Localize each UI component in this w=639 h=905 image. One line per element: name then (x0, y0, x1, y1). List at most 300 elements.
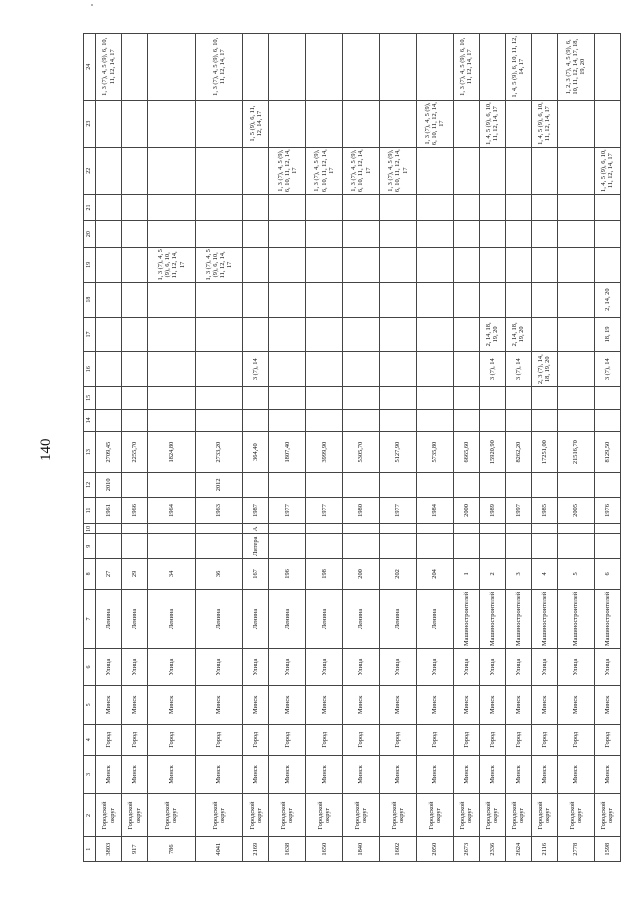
table-cell-col-11: 1976 (594, 497, 620, 524)
table-cell-col-8: 1 (453, 559, 479, 590)
table-cell-col-21 (269, 194, 306, 221)
table-cell-col-2: Городской округ (243, 794, 269, 837)
table-cell-col-21 (416, 194, 453, 221)
table-cell-col-12: 2010 (96, 473, 122, 498)
table-cell-col-19 (96, 247, 122, 282)
table-cell-col-1: 1598 (594, 837, 620, 862)
table-cell-col-13: 2255,70 (122, 432, 148, 473)
table-cell-col-21 (453, 194, 479, 221)
column-number-header: 14 (84, 409, 96, 432)
table-cell-col-8: 200 (343, 559, 380, 590)
table-cell-col-6: Улица (453, 649, 479, 686)
table-cell-col-2: Городской округ (195, 794, 243, 837)
table-cell-col-18 (453, 282, 479, 317)
table-cell-col-9 (306, 534, 343, 559)
table-cell-col-13: 15920,90 (479, 432, 505, 473)
table-cell-col-17 (243, 317, 269, 352)
column-number-header: 19 (84, 247, 96, 282)
table-cell-col-5: Минск (416, 685, 453, 724)
table-cell-col-14 (416, 409, 453, 432)
registry-table (83, 33, 621, 862)
table-cell-col-7: Ленина (343, 589, 380, 648)
table-cell-col-14 (269, 409, 306, 432)
table-cell-col-2: Городской округ (594, 794, 620, 837)
table-cell-col-13: 5127,90 (380, 432, 417, 473)
table-cell-col-19 (531, 247, 557, 282)
table-cell-col-18 (380, 282, 417, 317)
table-cell-col-5: Минск (531, 685, 557, 724)
table-cell-col-20 (96, 221, 122, 248)
table-cell-col-7: Ленина (269, 589, 306, 648)
table-cell-col-18 (243, 282, 269, 317)
table-cell-col-1: 2778 (557, 837, 594, 862)
table-cell-col-18 (343, 282, 380, 317)
column-number-header: 4 (84, 724, 96, 755)
table-cell-col-20 (416, 221, 453, 248)
table-cell-col-14 (195, 409, 243, 432)
table-cell-col-10 (96, 524, 122, 534)
table-cell-col-1: 2116 (531, 837, 557, 862)
table-cell-col-23 (343, 100, 380, 147)
table-cell-col-4: Город (195, 724, 243, 755)
table-cell-col-19 (594, 247, 620, 282)
table-cell-col-18 (416, 282, 453, 317)
table-cell-col-14 (557, 409, 594, 432)
table-cell-col-2: Городской округ (453, 794, 479, 837)
table-cell-col-22: 1, 3 (7), 4, 5 (9), 6, 10, 11, 12, 14, 17 (343, 147, 380, 194)
table-cell-col-9 (96, 534, 122, 559)
table-cell-col-10 (148, 524, 196, 534)
table-cell-col-22: 1, 3 (7), 4, 5 (9), 6, 10, 11, 12, 14, 17 (380, 147, 417, 194)
table-row (594, 34, 620, 862)
table-cell-col-9 (269, 534, 306, 559)
table-cell-col-8: 29 (122, 559, 148, 590)
table-cell-col-18 (557, 282, 594, 317)
table-cell-col-4: Город (505, 724, 531, 755)
table-cell-col-17 (557, 317, 594, 352)
table-cell-col-15 (343, 387, 380, 410)
table-cell-col-6: Улица (505, 649, 531, 686)
table-cell-col-2: Городской округ (479, 794, 505, 837)
ink-speck (91, 4, 93, 6)
table-cell-col-3: Минск (148, 755, 196, 794)
table-cell-col-21 (531, 194, 557, 221)
table-cell-col-16 (557, 352, 594, 387)
table-cell-col-4: Город (122, 724, 148, 755)
table-cell-col-2: Городской округ (416, 794, 453, 837)
table-cell-col-19 (122, 247, 148, 282)
table-cell-col-16 (343, 352, 380, 387)
table-cell-col-16 (306, 352, 343, 387)
table-cell-col-22 (122, 147, 148, 194)
table-cell-col-6: Улица (243, 649, 269, 686)
table-cell-col-5: Минск (453, 685, 479, 724)
table-cell-col-9 (380, 534, 417, 559)
table-cell-col-15 (453, 387, 479, 410)
column-number-header: 12 (84, 473, 96, 498)
column-number-header: 16 (84, 352, 96, 387)
column-number-header: 21 (84, 194, 96, 221)
table-cell-col-8: 34 (148, 559, 196, 590)
table-cell-col-10 (594, 524, 620, 534)
table-cell-col-18: 2, 14, 20 (594, 282, 620, 317)
table-cell-col-15 (269, 387, 306, 410)
table-cell-col-7: Ленина (380, 589, 417, 648)
table-cell-col-20 (243, 221, 269, 248)
table-cell-col-17 (343, 317, 380, 352)
table-cell-col-4: Город (243, 724, 269, 755)
column-number-header: 22 (84, 147, 96, 194)
table-cell-col-23 (148, 100, 196, 147)
table-cell-col-1: 1840 (343, 837, 380, 862)
table-cell-col-9 (416, 534, 453, 559)
table-cell-col-9 (453, 534, 479, 559)
table-cell-col-15 (505, 387, 531, 410)
table-cell-col-21 (505, 194, 531, 221)
column-number-header: 17 (84, 317, 96, 352)
table-cell-col-7: Машиностроителей (594, 589, 620, 648)
table-cell-col-23 (557, 100, 594, 147)
table-cell-col-23 (122, 100, 148, 147)
table-cell-col-4: Город (416, 724, 453, 755)
table-cell-col-16: 3 (7), 14 (594, 352, 620, 387)
table-cell-col-2: Городской округ (380, 794, 417, 837)
table-cell-col-9 (594, 534, 620, 559)
table-cell-col-18 (122, 282, 148, 317)
table-cell-col-24 (594, 34, 620, 101)
table-cell-col-23: 1, 5 (9), 6, 11, 12, 14, 17 (243, 100, 269, 147)
table-cell-col-19 (269, 247, 306, 282)
table-cell-col-9 (505, 534, 531, 559)
table-cell-col-9 (557, 534, 594, 559)
table-cell-col-7: Ленина (148, 589, 196, 648)
table-cell-col-18 (531, 282, 557, 317)
table-cell-col-20 (505, 221, 531, 248)
table-cell-col-15 (96, 387, 122, 410)
table-cell-col-6: Улица (416, 649, 453, 686)
table-cell-col-19: 1, 3 (7), 4, 5 (9), 6, 10, 11, 12, 14, 17 (148, 247, 196, 282)
table-cell-col-8: 3 (505, 559, 531, 590)
table-cell-col-20 (453, 221, 479, 248)
table-cell-col-14 (306, 409, 343, 432)
table-cell-col-16 (148, 352, 196, 387)
table-cell-col-22 (505, 147, 531, 194)
table-row (306, 34, 343, 862)
table-cell-col-17 (122, 317, 148, 352)
table-cell-col-9 (343, 534, 380, 559)
table-cell-col-4: Город (594, 724, 620, 755)
table-cell-col-5: Минск (243, 685, 269, 724)
table-cell-col-21 (195, 194, 243, 221)
table-cell-col-6: Улица (380, 649, 417, 686)
table-cell-col-23: 1, 4, 5 (9), 6, 10, 11, 12, 14, 17 (531, 100, 557, 147)
table-cell-col-23 (380, 100, 417, 147)
table-cell-col-22 (531, 147, 557, 194)
table-cell-col-22 (557, 147, 594, 194)
table-cell-col-14 (531, 409, 557, 432)
table-row (416, 34, 453, 862)
table-cell-col-2: Городской округ (531, 794, 557, 837)
table-cell-col-5: Минск (269, 685, 306, 724)
table-row (479, 34, 505, 862)
table-cell-col-23: 1, 3 (7), 4, 5 (9), 6, 10, 11, 12, 14, 17 (416, 100, 453, 147)
table-cell-col-2: Городской округ (148, 794, 196, 837)
page-number: 140 (38, 438, 54, 461)
table-cell-col-10 (195, 524, 243, 534)
table-cell-col-14 (380, 409, 417, 432)
table-cell-col-1: 2673 (453, 837, 479, 862)
table-cell-col-12: 2012 (195, 473, 243, 498)
table-cell-col-11: 1984 (416, 497, 453, 524)
table-cell-col-3: Минск (243, 755, 269, 794)
table-cell-col-4: Город (269, 724, 306, 755)
table-cell-col-7: Машиностроителей (479, 589, 505, 648)
table-cell-col-24: 1, 4, 5 (9), 6, 10, 11, 12, 14, 17 (505, 34, 531, 101)
table-cell-col-12 (343, 473, 380, 498)
table-cell-col-4: Город (453, 724, 479, 755)
table-cell-col-21 (306, 194, 343, 221)
table-cell-col-6: Улица (343, 649, 380, 686)
table-cell-col-12 (453, 473, 479, 498)
column-number-header: 1 (84, 837, 96, 862)
table-cell-col-9 (122, 534, 148, 559)
table-cell-col-1: 2169 (243, 837, 269, 862)
column-number-header: 15 (84, 387, 96, 410)
table-cell-col-5: Минск (306, 685, 343, 724)
table-cell-col-19 (505, 247, 531, 282)
table-cell-col-16: 3 (7), 14 (243, 352, 269, 387)
table-cell-col-18 (148, 282, 196, 317)
table-cell-col-3: Минск (453, 755, 479, 794)
table-cell-col-3: Минск (531, 755, 557, 794)
table-cell-col-22 (195, 147, 243, 194)
table-cell-col-3: Минск (479, 755, 505, 794)
table-cell-col-24: 1, 3 (7), 4, 5 (9), 6, 10, 11, 12, 14, 17 (96, 34, 122, 101)
table-cell-col-24: 1, 3 (7), 4, 5 (9), 6, 10, 11, 12, 14, 17 (453, 34, 479, 101)
table-cell-col-13: 5305,70 (343, 432, 380, 473)
table-cell-col-4: Город (148, 724, 196, 755)
table-row (122, 34, 148, 862)
table-cell-col-19 (453, 247, 479, 282)
table-cell-col-23 (505, 100, 531, 147)
table-cell-col-6: Улица (122, 649, 148, 686)
column-number-header: 9 (84, 534, 96, 559)
table-cell-col-17: 2, 14, 18, 19, 20 (505, 317, 531, 352)
table-cell-col-17 (380, 317, 417, 352)
table-cell-col-20 (306, 221, 343, 248)
table-cell-col-16 (122, 352, 148, 387)
column-number-header: 2 (84, 794, 96, 837)
table-cell-col-13: 6665,60 (453, 432, 479, 473)
table-cell-col-7: Ленина (195, 589, 243, 648)
table-cell-col-2: Городской округ (96, 794, 122, 837)
table-cell-col-7: Машиностроителей (505, 589, 531, 648)
table-cell-col-19 (416, 247, 453, 282)
table-cell-col-17 (531, 317, 557, 352)
table-cell-col-15 (594, 387, 620, 410)
table-cell-col-15 (122, 387, 148, 410)
table-cell-col-6: Улица (594, 649, 620, 686)
table-cell-col-1: 1602 (380, 837, 417, 862)
table-cell-col-6: Улица (269, 649, 306, 686)
table-cell-col-11: 1989 (479, 497, 505, 524)
table-cell-col-16 (195, 352, 243, 387)
table-cell-col-10 (453, 524, 479, 534)
table-cell-col-24 (531, 34, 557, 101)
table-cell-col-23 (306, 100, 343, 147)
table-cell-col-12 (243, 473, 269, 498)
table-cell-col-20 (269, 221, 306, 248)
table-cell-col-7: Ленина (243, 589, 269, 648)
column-number-header: 20 (84, 221, 96, 248)
table-row (96, 34, 122, 862)
table-cell-col-14 (479, 409, 505, 432)
table-row (531, 34, 557, 862)
table-cell-col-14 (122, 409, 148, 432)
table-cell-col-22 (453, 147, 479, 194)
table-cell-col-10: А (243, 524, 269, 534)
table-cell-col-11: 1977 (306, 497, 343, 524)
table-cell-col-1: 1650 (306, 837, 343, 862)
table-cell-col-1: 2624 (505, 837, 531, 862)
table-cell-col-10 (306, 524, 343, 534)
table-cell-col-8: 36 (195, 559, 243, 590)
column-number-header: 11 (84, 497, 96, 524)
table-cell-col-3: Минск (195, 755, 243, 794)
table-cell-col-9 (195, 534, 243, 559)
table-cell-col-4: Город (557, 724, 594, 755)
table-cell-col-3: Минск (505, 755, 531, 794)
table-cell-col-5: Минск (343, 685, 380, 724)
table-cell-col-3: Минск (343, 755, 380, 794)
column-number-header: 10 (84, 524, 96, 534)
table-cell-col-20 (479, 221, 505, 248)
table-cell-col-2: Городской округ (269, 794, 306, 837)
table-cell-col-12 (557, 473, 594, 498)
table-cell-col-23 (594, 100, 620, 147)
table-cell-col-15 (380, 387, 417, 410)
table-cell-col-15 (306, 387, 343, 410)
table-cell-col-23 (195, 100, 243, 147)
table-cell-col-8: 4 (531, 559, 557, 590)
table-cell-col-5: Минск (380, 685, 417, 724)
table-cell-col-7: Ленина (416, 589, 453, 648)
table-cell-col-5: Минск (148, 685, 196, 724)
table-cell-col-22 (416, 147, 453, 194)
table-cell-col-6: Улица (479, 649, 505, 686)
table-cell-col-11: 1987 (243, 497, 269, 524)
table-cell-col-15 (479, 387, 505, 410)
table-cell-col-16: 3 (7), 14 (479, 352, 505, 387)
table-cell-col-24 (148, 34, 196, 101)
table-cell-col-15 (195, 387, 243, 410)
table-cell-col-7: Машиностроителей (531, 589, 557, 648)
table-cell-col-2: Городской округ (122, 794, 148, 837)
table-cell-col-15 (557, 387, 594, 410)
table-cell-col-8: 6 (594, 559, 620, 590)
table-cell-col-11: 1985 (531, 497, 557, 524)
table-cell-col-6: Улица (96, 649, 122, 686)
table-cell-col-8: 202 (380, 559, 417, 590)
column-number-header: 8 (84, 559, 96, 590)
table-cell-col-8: 196 (269, 559, 306, 590)
column-number-header: 13 (84, 432, 96, 473)
table-cell-col-13: 5735,80 (416, 432, 453, 473)
table-cell-col-12 (416, 473, 453, 498)
table-cell-col-21 (148, 194, 196, 221)
table-cell-col-24 (243, 34, 269, 101)
table-cell-col-13: 1824,80 (148, 432, 196, 473)
table-cell-col-3: Минск (594, 755, 620, 794)
table-cell-col-11: 1980 (343, 497, 380, 524)
table-cell-col-4: Город (343, 724, 380, 755)
table-cell-col-13: 21516,70 (557, 432, 594, 473)
table-cell-col-14 (594, 409, 620, 432)
table-row (195, 34, 243, 862)
table-cell-col-15 (531, 387, 557, 410)
table-cell-col-11: 1977 (380, 497, 417, 524)
table-cell-col-21 (343, 194, 380, 221)
table-cell-col-16: 3 (7), 14 (505, 352, 531, 387)
table-cell-col-10 (505, 524, 531, 534)
table-cell-col-12 (479, 473, 505, 498)
table-cell-col-17: 2, 14, 18, 19, 20 (479, 317, 505, 352)
table-cell-col-12 (306, 473, 343, 498)
column-number-header: 23 (84, 100, 96, 147)
table-cell-col-17 (453, 317, 479, 352)
table-cell-col-7: Ленина (96, 589, 122, 648)
table-cell-col-19: 1, 3 (7), 4, 5 (9), 6, 10, 11, 12, 14, 17 (195, 247, 243, 282)
table-cell-col-16 (380, 352, 417, 387)
table-cell-col-24 (343, 34, 380, 101)
table-cell-col-6: Улица (306, 649, 343, 686)
table-cell-col-17 (269, 317, 306, 352)
table-cell-col-1: 917 (122, 837, 148, 862)
table-cell-col-20 (195, 221, 243, 248)
table-cell-col-24 (122, 34, 148, 101)
table-row (148, 34, 196, 862)
table-cell-col-22 (243, 147, 269, 194)
table-cell-col-3: Минск (557, 755, 594, 794)
table-cell-col-23 (453, 100, 479, 147)
table-cell-col-11: 2000 (453, 497, 479, 524)
table-cell-col-10 (269, 524, 306, 534)
table-cell-col-18 (96, 282, 122, 317)
table-cell-col-24 (306, 34, 343, 101)
table-cell-col-20 (122, 221, 148, 248)
table-cell-col-22: 1, 4, 5 (9), 6, 10, 11, 12, 14, 17 (594, 147, 620, 194)
table-row (243, 34, 269, 862)
table-cell-col-20 (148, 221, 196, 248)
table-cell-col-8: 27 (96, 559, 122, 590)
table-cell-col-13: 8129,50 (594, 432, 620, 473)
table-row (269, 34, 306, 862)
table-cell-col-14 (453, 409, 479, 432)
table-cell-col-18 (479, 282, 505, 317)
table-cell-col-4: Город (479, 724, 505, 755)
table-row (557, 34, 594, 862)
table-cell-col-1: 3803 (96, 837, 122, 862)
table-cell-col-12 (269, 473, 306, 498)
table-cell-col-14 (343, 409, 380, 432)
table-cell-col-17: 18, 19 (594, 317, 620, 352)
table-cell-col-12 (594, 473, 620, 498)
table-cell-col-12 (148, 473, 196, 498)
table-cell-col-21 (380, 194, 417, 221)
table-cell-col-24: 1, 2, 3 (7), 4, 5 (9), 6, 10, 11, 12, 14, 17, 18, 19, 20 (557, 34, 594, 101)
table-cell-col-21 (594, 194, 620, 221)
table-cell-col-1: 1638 (269, 837, 306, 862)
